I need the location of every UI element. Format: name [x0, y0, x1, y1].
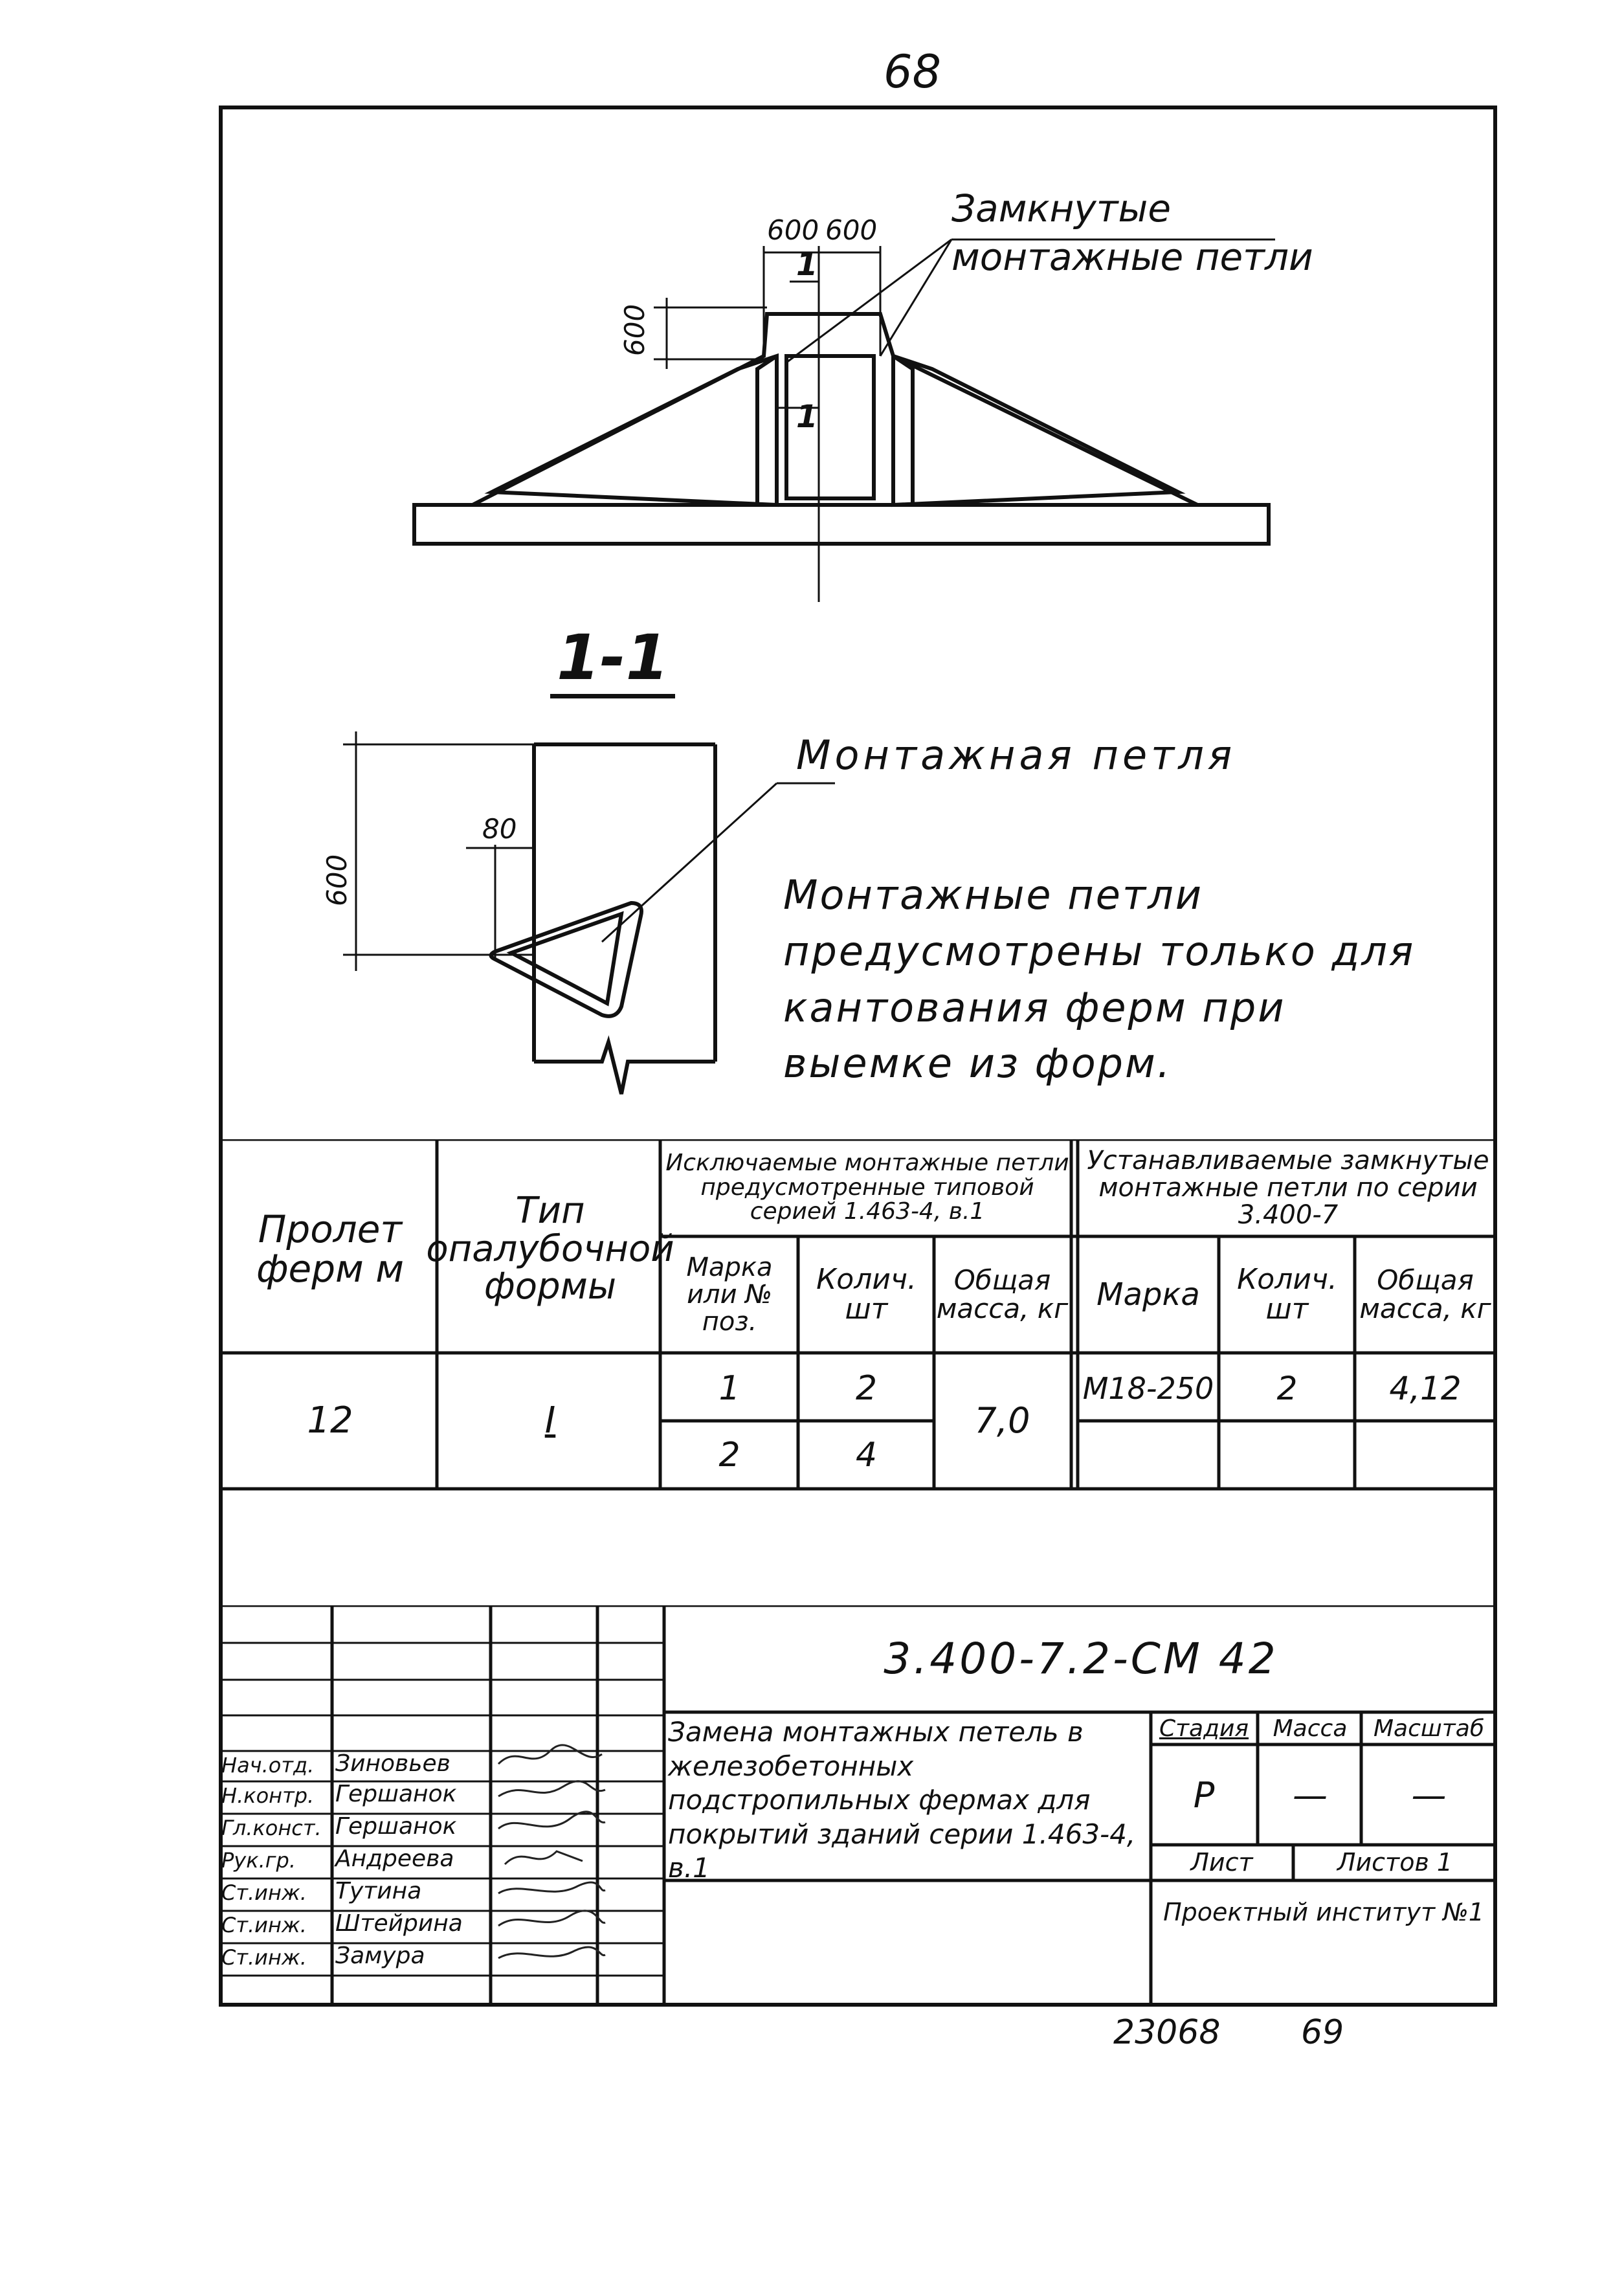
sig-role-5: Ст.инж.: [221, 1880, 307, 1905]
page-number-top: 68: [884, 45, 942, 98]
dim-600-right: 600: [825, 214, 878, 246]
section-drawing: [317, 719, 835, 1120]
section-title: 1-1: [550, 621, 675, 698]
row-inst-mass: 4,12: [1389, 1369, 1462, 1407]
dim-600-vertical: 600: [619, 304, 651, 356]
sig-name-6: Штейрина: [335, 1910, 463, 1937]
header-span: Пролет ферм м: [256, 1207, 405, 1291]
row-span: 12: [307, 1399, 353, 1442]
sig-name-2: Гершанок: [335, 1781, 457, 1807]
header-excluded-group: Исключаемые монтажные петли предусмотренные типовой серией 1.463-4, в.1: [665, 1149, 1069, 1225]
sig-role-6: Ст.инж.: [221, 1913, 307, 1937]
header-form-type: Тип опалубочной формы: [426, 1189, 674, 1308]
section-mark-bottom: 1: [796, 399, 818, 435]
header-installed-group: Устанавливаемые замкнутые монтажные петли по серии 3.400-7: [1087, 1145, 1489, 1230]
header-inst-mark: Марка: [1096, 1276, 1200, 1313]
row-excl-mark-2: 2: [718, 1435, 740, 1475]
signature-scribbles: [492, 1741, 608, 1974]
sig-name-4: Андреева: [335, 1845, 454, 1872]
sheets-label: Листов 1: [1337, 1848, 1453, 1877]
mounting-loop-callout: Монтажная петля: [796, 731, 1236, 779]
org-name: Проектный институт №1: [1163, 1898, 1484, 1927]
scale-value: —: [1411, 1774, 1447, 1816]
sig-name-7: Замура: [335, 1943, 425, 1969]
header-excl-mass: Общая масса, кг: [936, 1264, 1069, 1324]
doc-description: Замена монтажных петель в железобетонных подстропильных фермах для покрытий зданий серии 1.463-4, в.1: [668, 1716, 1136, 1884]
sig-name-1: Зиновьев: [335, 1750, 450, 1777]
row-excl-mark-1: 1: [718, 1368, 740, 1408]
sig-role-3: Гл.конст.: [221, 1816, 322, 1840]
sig-role-4: Рук.гр.: [221, 1848, 296, 1873]
closed-loops-callout: Замкнутые монтажные петли: [951, 186, 1313, 280]
row-excl-qty-1: 2: [855, 1368, 878, 1408]
row-excl-mass: 7,0: [974, 1399, 1030, 1441]
dim-80: 80: [482, 813, 517, 845]
row-excl-qty-2: 4: [855, 1435, 878, 1475]
header-excl-qty: Колич. шт: [816, 1262, 917, 1326]
row-inst-mark: М18-250: [1082, 1370, 1214, 1406]
stage-value: Р: [1193, 1774, 1215, 1816]
row-form-type: I: [544, 1399, 556, 1442]
sig-role-1: Нач.отд.: [221, 1753, 315, 1778]
mass-label: Масса: [1273, 1715, 1348, 1743]
mass-value: —: [1293, 1774, 1328, 1816]
section-mark-top: 1: [796, 247, 818, 283]
sheet-label: Лист: [1190, 1848, 1253, 1877]
doc-code: 3.400-7.2-СМ 42: [884, 1633, 1278, 1684]
footer-page: 69: [1301, 2013, 1344, 2052]
row-inst-qty: 2: [1276, 1369, 1298, 1407]
dim-600-left: 600: [767, 214, 819, 246]
scale-label: Масштаб: [1373, 1715, 1485, 1743]
note-text: Монтажные петли предусмотрены только для кантования ферм при выемке из форм.: [783, 871, 1416, 1087]
header-inst-qty: Колич. шт: [1237, 1262, 1337, 1326]
header-inst-mass: Общая масса, кг: [1359, 1264, 1491, 1324]
sig-name-3: Гершанок: [335, 1813, 457, 1840]
footer-code: 23068: [1113, 2013, 1221, 2052]
header-excl-mark: Марка или № поз.: [686, 1253, 773, 1337]
sig-role-2: Н.контр.: [221, 1783, 315, 1808]
dim-600-section: 600: [321, 854, 353, 906]
stage-label: Стадия: [1159, 1715, 1249, 1743]
sig-role-7: Ст.инж.: [221, 1945, 307, 1970]
sig-name-5: Тутина: [335, 1878, 422, 1904]
